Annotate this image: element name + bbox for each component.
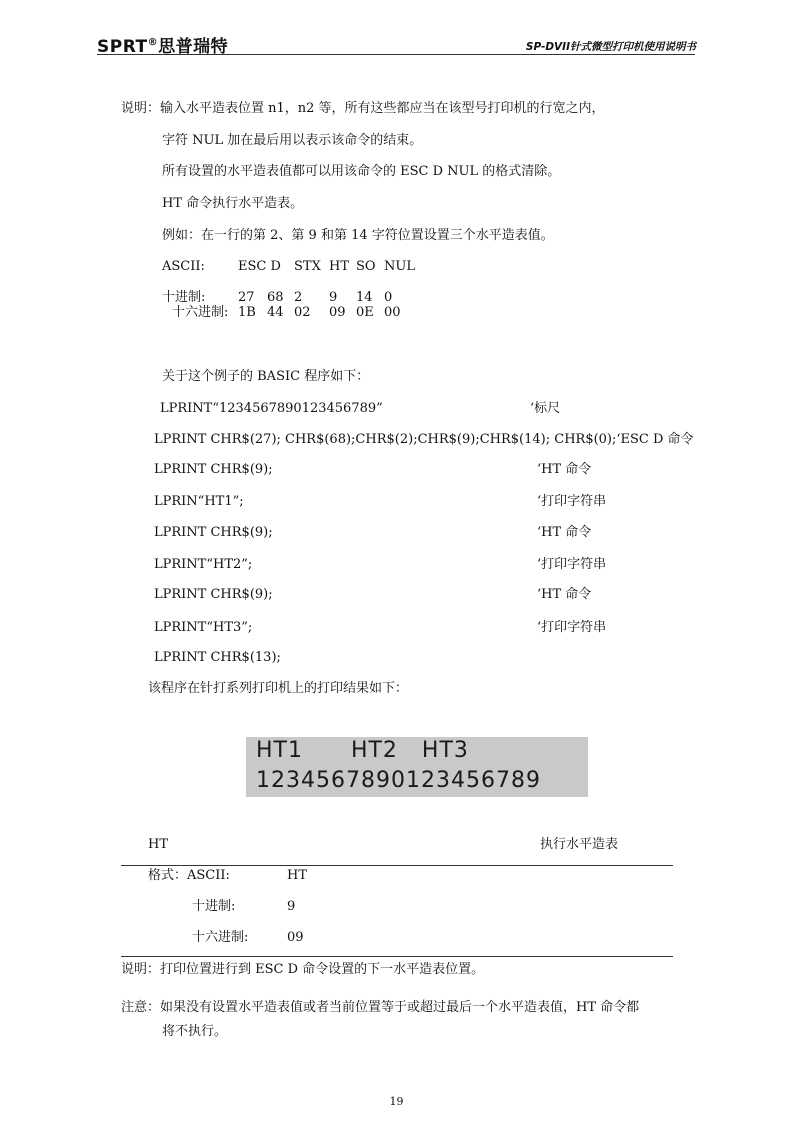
code-comment: ‘HT 命令 [537, 525, 592, 540]
code-line: LPRIN“HT1”; [154, 494, 244, 509]
format-hex-value: 09 [287, 930, 304, 945]
code-line: LPRINT CHR$(9); [154, 525, 273, 540]
decimal-value: 2 [294, 290, 303, 305]
result-intro: 该程序在针打系列打印机上的打印结果如下： [148, 681, 409, 696]
code-comment: ‘打印字符串 [537, 557, 607, 572]
description-line-3: 所有设置的水平造表值都可以用该命令的 ESC D NUL 的格式清除。 [162, 164, 561, 179]
description-label: 说明： [121, 101, 161, 116]
code-comment: ‘HT 命令 [537, 587, 592, 602]
decimal-value: 9 [329, 290, 338, 305]
print-result-sample [246, 737, 588, 797]
format-ascii-value: HT [287, 868, 308, 883]
format-decimal-label: 十进制: [192, 899, 236, 914]
format-decimal-value: 9 [287, 899, 296, 914]
note-line-1: 如果没有设置水平造表值或者当前位置等于或超过最后一个水平造表值，HT 命令都 [160, 1000, 640, 1015]
description-line-1: 输入水平造表位置 n1，n2 等，所有这些都应当在该型号打印机的行宽之内， [160, 101, 605, 116]
hex-label: 十六进制: [172, 305, 229, 320]
manual-title: SP-DVII针式微型打印机使用说明书 [525, 41, 696, 53]
description-line-4: HT 命令执行水平造表。 [162, 196, 304, 211]
code-line: LPRINT“HT2”; [154, 557, 253, 572]
code-comment: ‘标尺 [530, 401, 561, 416]
ascii-value: ESC D [238, 259, 281, 274]
format-ascii-label: 格式：ASCII: [148, 868, 230, 883]
brand-chinese-name: 思普瑞特 [158, 37, 229, 57]
code-comment: ‘打印字符串 [537, 494, 607, 509]
ascii-value: HT [329, 259, 350, 274]
table-top-rule [121, 865, 673, 866]
code-line: LPRINT CHR$(9); [154, 462, 273, 477]
format-hex-label: 十六进制: [192, 930, 249, 945]
hex-value: 0E [356, 305, 374, 320]
command-description-label: 说明： [121, 962, 161, 977]
table-bottom-rule [121, 956, 673, 957]
decimal-value: 27 [238, 290, 255, 305]
brand-name: SPRT [97, 37, 148, 57]
decimal-value: 0 [384, 290, 393, 305]
ascii-value: NUL [384, 259, 415, 274]
code-line: LPRINT CHR$(13); [154, 650, 281, 665]
code-line: LPRINT“HT3”; [154, 620, 253, 635]
code-line: LPRINT CHR$(9); [154, 587, 273, 602]
hex-value: 00 [384, 305, 401, 320]
note-line-2: 将不执行。 [162, 1024, 228, 1039]
decimal-label: 十进制: [162, 290, 206, 305]
page-number: 19 [389, 1095, 404, 1108]
command-description: 打印位置进行到 ESC D 命令设置的下一水平造表位置。 [160, 962, 485, 977]
hex-value: 1B [238, 305, 256, 320]
code-comment: ‘打印字符串 [537, 620, 607, 635]
print-sample-line-2: 1234567890123456789 [256, 768, 541, 793]
basic-intro: 关于这个例子的 BASIC 程序如下： [162, 369, 370, 384]
command-title: 执行水平造表 [540, 837, 619, 852]
hex-value: 02 [294, 305, 311, 320]
description-line-5: 例如：在一行的第 2、第 9 和第 14 字符位置设置三个水平造表值。 [162, 228, 554, 243]
header-divider [97, 54, 695, 55]
note-label: 注意： [121, 1000, 161, 1015]
ascii-label: ASCII: [162, 259, 205, 274]
command-name: HT [148, 837, 169, 852]
ascii-value: SO [356, 259, 376, 274]
ascii-value: STX [294, 259, 321, 274]
description-line-2: 字符 NUL 加在最后用以表示该命令的结束。 [162, 133, 423, 148]
registered-mark: ® [147, 37, 159, 48]
decimal-value: 14 [356, 290, 373, 305]
code-line: LPRINT“1234567890123456789” [160, 401, 383, 416]
code-comment: ‘HT 命令 [537, 462, 592, 477]
print-sample-line-1: HT1 HT2 HT3 [256, 738, 469, 763]
code-line: LPRINT CHR$(27); CHR$(68);CHR$(2);CHR$(9);CHR$(14); CHR$(0);‘ESC D 命令 [154, 432, 694, 447]
hex-value: 44 [267, 305, 284, 320]
hex-value: 09 [329, 305, 346, 320]
decimal-value: 68 [267, 290, 284, 305]
